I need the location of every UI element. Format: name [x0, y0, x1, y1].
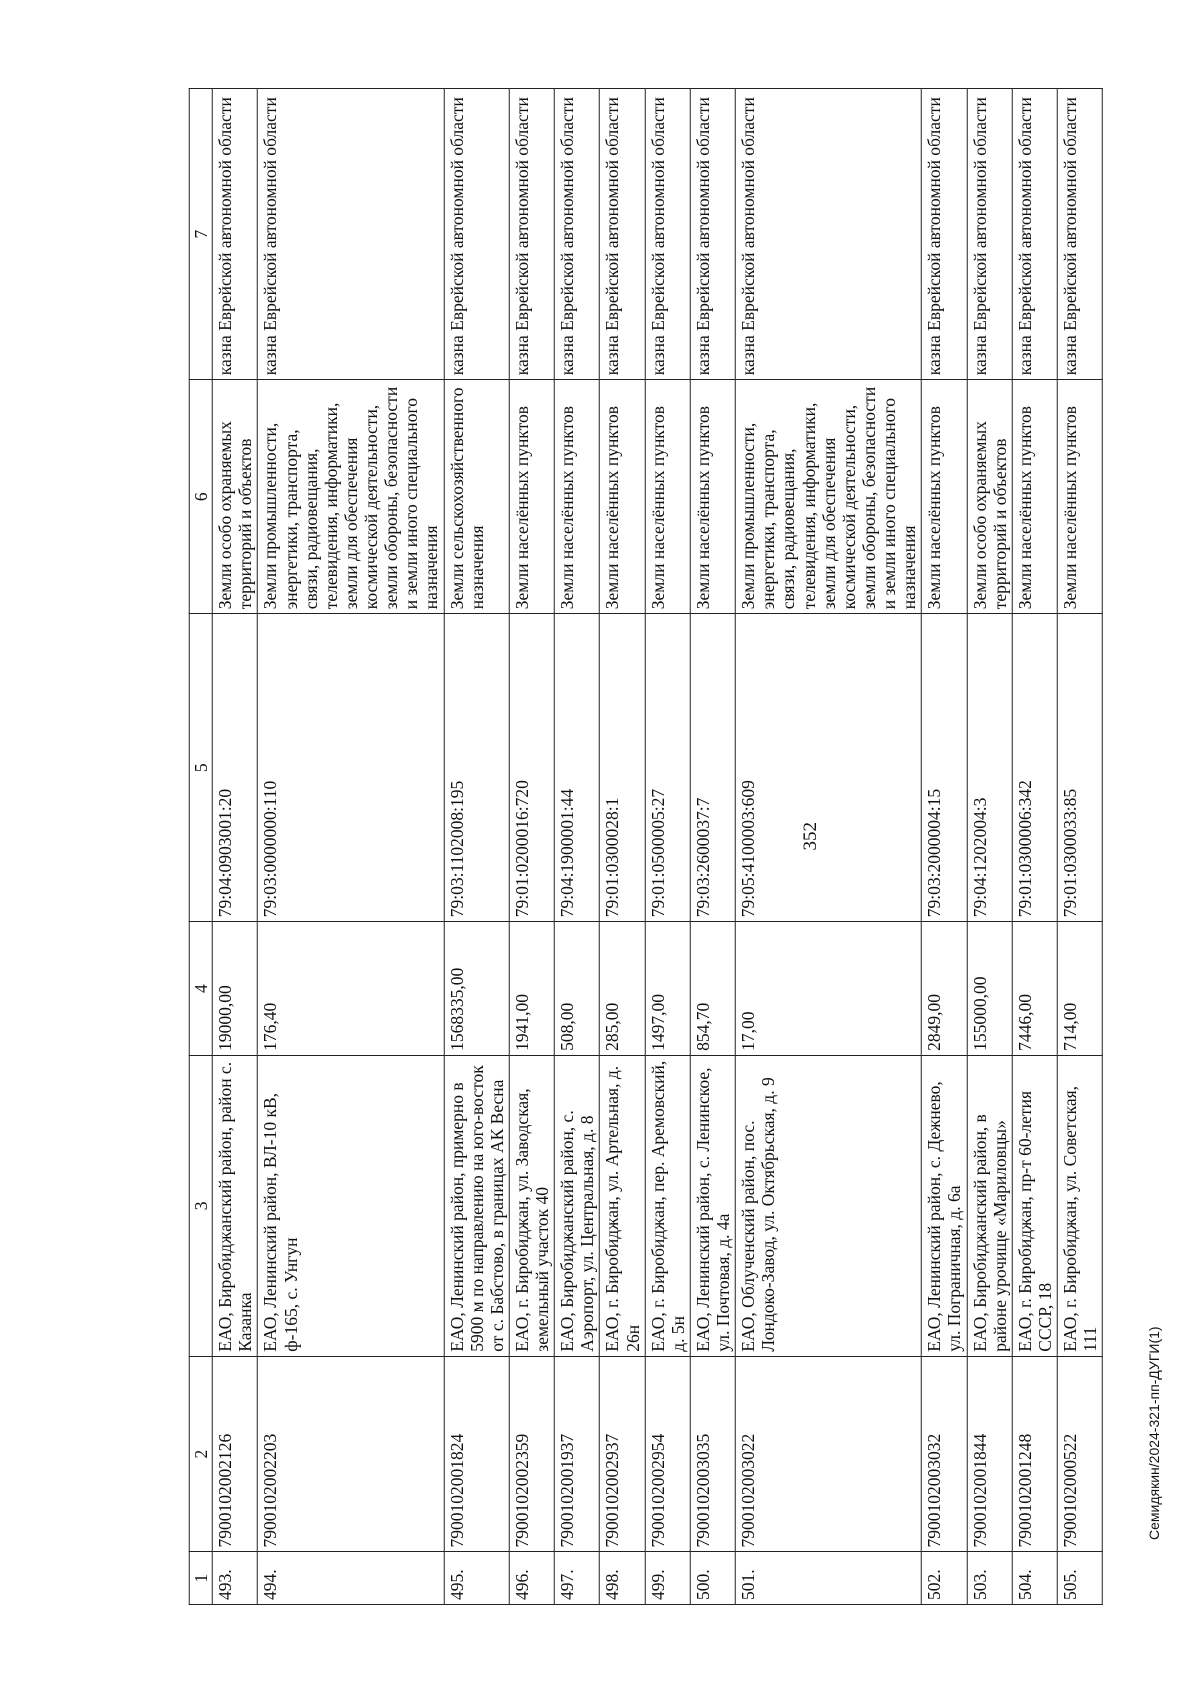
- table-body: [212, 89, 1102, 1605]
- area-cell: 508,00: [554, 922, 599, 1056]
- registry-number-cell: 7900102002954: [645, 1356, 690, 1552]
- row-number-cell: 505.: [1057, 1552, 1102, 1605]
- owner-cell: казна Еврейской автономной области: [509, 89, 554, 380]
- row-number-cell: 494.: [258, 1552, 444, 1605]
- column-header: 5: [189, 614, 212, 922]
- registry-number-cell: 7900102002203: [258, 1356, 444, 1552]
- address-cell: ЕАО, г. Биробиджан, пер. Аремовский, д. 5н: [645, 1055, 690, 1356]
- cadastral-number-cell: 79:05:4100003:609: [735, 614, 921, 922]
- registry-number-cell: 7900102002126: [212, 1356, 257, 1552]
- registry-number-cell: 7900102002359: [509, 1356, 554, 1552]
- area-cell: 176,40: [258, 922, 444, 1056]
- address-cell: ЕАО, г. Биробиджан, пр-т 60-летия СССР, 18: [1012, 1055, 1057, 1356]
- table-header-row: [189, 89, 212, 1605]
- owner-cell: казна Еврейской автономной области: [645, 89, 690, 380]
- land-category-cell: Земли населённых пунктов: [509, 380, 554, 614]
- owner-cell: казна Еврейской автономной области: [690, 89, 735, 380]
- land-category-cell: Земли населённых пунктов: [600, 380, 645, 614]
- area-cell: 2849,00: [922, 922, 967, 1056]
- row-number-cell: 493.: [212, 1552, 257, 1605]
- owner-cell: казна Еврейской автономной области: [1057, 89, 1102, 380]
- owner-cell: казна Еврейской автономной области: [735, 89, 921, 380]
- area-cell: 854,70: [690, 922, 735, 1056]
- table-row: [509, 89, 554, 1605]
- registry-number-cell: 7900102001937: [554, 1356, 599, 1552]
- table-row: [258, 89, 444, 1605]
- land-plots-table: [189, 88, 1103, 1605]
- column-header: 4: [189, 922, 212, 1056]
- land-category-cell: Земли особо охраняемых территорий и объектов: [212, 380, 257, 614]
- cadastral-number-cell: 79:04:0903001:20: [212, 614, 257, 922]
- table-row: [690, 89, 735, 1605]
- area-cell: 285,00: [600, 922, 645, 1056]
- address-cell: ЕАО, Ленинский район, с. Ленинское, ул. Почтовая, д. 4а: [690, 1055, 735, 1356]
- row-number-cell: 504.: [1012, 1552, 1057, 1605]
- area-cell: 714,00: [1057, 922, 1102, 1056]
- row-number-cell: 497.: [554, 1552, 599, 1605]
- table-row: [1012, 89, 1057, 1605]
- address-cell: ЕАО, Биробиджанский район, район с. Казанка: [212, 1055, 257, 1356]
- owner-cell: казна Еврейской автономной области: [212, 89, 257, 380]
- address-cell: ЕАО, г. Биробиджан, ул. Заводская, земельный участок 40: [509, 1055, 554, 1356]
- column-header: 7: [189, 89, 212, 380]
- table-row: [645, 89, 690, 1605]
- cadastral-number-cell: 79:03:1102008:195: [444, 614, 509, 922]
- cadastral-number-cell: 79:01:0500005:27: [645, 614, 690, 922]
- land-category-cell: Земли сельскохозяйственного назначения: [444, 380, 509, 614]
- cadastral-number-cell: 79:01:0300006:342: [1012, 614, 1057, 922]
- address-cell: ЕАО, Облученский район, пос. Лондоко-Завод, ул. Октябрьская, д. 9: [735, 1055, 921, 1356]
- column-header: 2: [189, 1356, 212, 1552]
- area-cell: 1941,00: [509, 922, 554, 1056]
- address-cell: ЕАО, Биробиджанский район, с. Аэропорт, ул. Центральная, д. 8: [554, 1055, 599, 1356]
- registry-number-cell: 7900102001248: [1012, 1356, 1057, 1552]
- cadastral-number-cell: 79:01:0200016:720: [509, 614, 554, 922]
- table-row: [212, 89, 257, 1605]
- owner-cell: казна Еврейской автономной области: [258, 89, 444, 380]
- owner-cell: казна Еврейской автономной области: [554, 89, 599, 380]
- table-row: [735, 89, 921, 1605]
- table-row: [554, 89, 599, 1605]
- area-cell: 1497,00: [645, 922, 690, 1056]
- column-header: 1: [189, 1552, 212, 1605]
- registry-number-cell: 7900102003035: [690, 1356, 735, 1552]
- address-cell: ЕАО, Биробиджанский район, в районе урочище «Мариловцы»: [967, 1055, 1012, 1356]
- cadastral-number-cell: 79:03:2000004:15: [922, 614, 967, 922]
- registry-number-cell: 7900102003032: [922, 1356, 967, 1552]
- land-category-cell: Земли особо охраняемых территорий и объектов: [967, 380, 1012, 614]
- owner-cell: казна Еврейской автономной области: [444, 89, 509, 380]
- cadastral-number-cell: 79:03:2600037:7: [690, 614, 735, 922]
- cadastral-number-cell: 79:04:1202004:3: [967, 614, 1012, 922]
- owner-cell: казна Еврейской автономной области: [1012, 89, 1057, 380]
- area-cell: 155000,00: [967, 922, 1012, 1056]
- land-category-cell: Земли населённых пунктов: [554, 380, 599, 614]
- table-row: [444, 89, 509, 1605]
- owner-cell: казна Еврейской автономной области: [967, 89, 1012, 380]
- address-cell: ЕАО, г. Биробиджан, ул. Советская, 111: [1057, 1055, 1102, 1356]
- land-category-cell: Земли населённых пунктов: [645, 380, 690, 614]
- land-category-cell: Земли населённых пунктов: [922, 380, 967, 614]
- registry-number-cell: 7900102000522: [1057, 1356, 1102, 1552]
- land-category-cell: Земли промышленности, энергетики, транспорта, связи, радиовещания, телевидения, информатики, земли для обеспечения космической деятельности, земли обороны, безопасности и земли иного специального назначения: [258, 380, 444, 614]
- area-cell: 17,00: [735, 922, 921, 1056]
- row-number-cell: 496.: [509, 1552, 554, 1605]
- registry-number-cell: 7900102001844: [967, 1356, 1012, 1552]
- address-cell: ЕАО, г. Биробиджан, ул. Артельная, д. 26н: [600, 1055, 645, 1356]
- registry-number-cell: 7900102001824: [444, 1356, 509, 1552]
- row-number-cell: 501.: [735, 1552, 921, 1605]
- cadastral-number-cell: 79:01:0300033:85: [1057, 614, 1102, 922]
- row-number-cell: 500.: [690, 1552, 735, 1605]
- area-cell: 7446,00: [1012, 922, 1057, 1056]
- owner-cell: казна Еврейской автономной области: [600, 89, 645, 380]
- row-number-cell: 495.: [444, 1552, 509, 1605]
- land-category-cell: Земли населённых пунктов: [1057, 380, 1102, 614]
- land-category-cell: Земли населённых пунктов: [690, 380, 735, 614]
- cadastral-number-cell: 79:04:1900001:44: [554, 614, 599, 922]
- table-row: [600, 89, 645, 1605]
- cadastral-number-cell: 79:03:0000000:110: [258, 614, 444, 922]
- table-row: [967, 89, 1012, 1605]
- owner-cell: казна Еврейской автономной области: [922, 89, 967, 380]
- table-row: [1057, 89, 1102, 1605]
- land-category-cell: Земли населённых пунктов: [1012, 380, 1057, 614]
- row-number-cell: 498.: [600, 1552, 645, 1605]
- table-row: [922, 89, 967, 1605]
- address-cell: ЕАО, Ленинский район, с. Дежнево, ул. Пограничная, д. 6а: [922, 1055, 967, 1356]
- row-number-cell: 503.: [967, 1552, 1012, 1605]
- area-cell: 19000,00: [212, 922, 257, 1056]
- area-cell: 1568335,00: [444, 922, 509, 1056]
- registry-number-cell: 7900102002937: [600, 1356, 645, 1552]
- cadastral-number-cell: 79:01:0300028:1: [600, 614, 645, 922]
- address-cell: ЕАО, Ленинский район, примерно в 5900 м по направлению на юго-восток от с. Бабстово, в границах АК Весна: [444, 1055, 509, 1356]
- column-header: 6: [189, 380, 212, 614]
- row-number-cell: 502.: [922, 1552, 967, 1605]
- land-category-cell: Земли промышленности, энергетики, транспорта, связи, радиовещания, телевидения, информатики, земли для обеспечения космической деятельности, земли обороны, безопасности и земли иного специального назначения: [735, 380, 921, 614]
- address-cell: ЕАО, Ленинский район, ВЛ-10 кВ, ф-165, с. Унгун: [258, 1055, 444, 1356]
- row-number-cell: 499.: [645, 1552, 690, 1605]
- page-number: 352: [800, 822, 821, 851]
- column-header: 3: [189, 1055, 212, 1356]
- registry-number-cell: 7900102003022: [735, 1356, 921, 1552]
- document-code: Семидякин/2024-321-пп-ДУГИ(1): [1146, 1326, 1162, 1540]
